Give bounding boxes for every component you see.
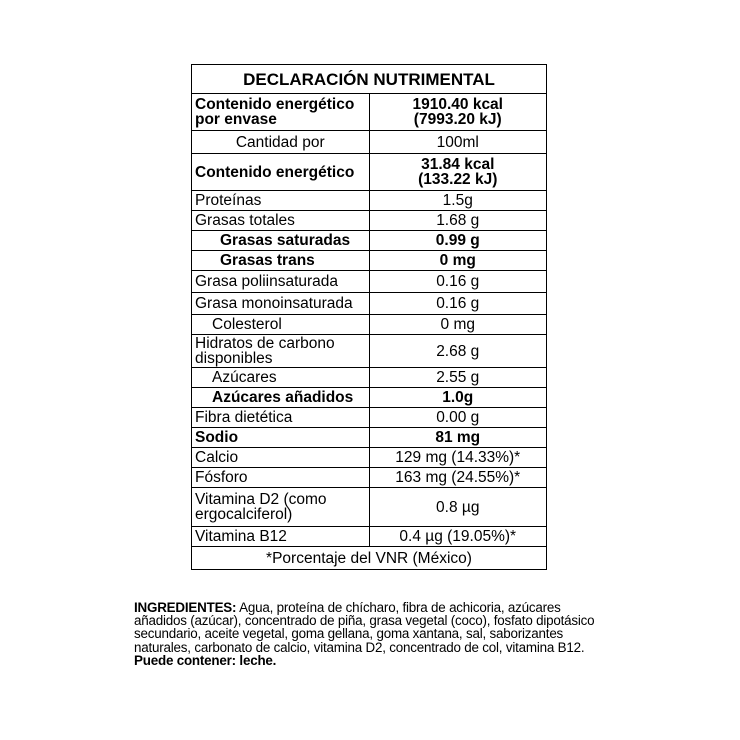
table-row [192, 231, 547, 251]
table-row [192, 293, 547, 315]
table-row [192, 388, 547, 408]
row-label: Grasa poliinsaturada [192, 271, 370, 293]
table-row [192, 154, 547, 191]
table-row [192, 428, 547, 448]
row-label: Fósforo [192, 468, 370, 488]
table-row [192, 131, 547, 154]
nutrition-panel [191, 64, 547, 570]
row-label: Grasas totales [192, 211, 370, 231]
row-label: Hidratos de carbono disponibles [192, 335, 370, 368]
row-value: 0 mg [369, 251, 547, 271]
nutrition-table [191, 64, 547, 570]
energy-per-package-label: Contenido energético por envase [192, 94, 370, 131]
table-title-row [192, 65, 547, 94]
row-value: 1.0g [369, 388, 547, 408]
table-row [192, 408, 547, 428]
energy-kcal: 31.84 kcal [421, 156, 495, 173]
table-row [192, 315, 547, 335]
table-row [192, 251, 547, 271]
row-value: 2.55 g [369, 368, 547, 388]
table-row [192, 191, 547, 211]
ingredients-block [134, 601, 614, 667]
row-value: 163 mg (24.55%)* [369, 468, 547, 488]
row-value: 0.16 g [369, 271, 547, 293]
row-label: Grasas saturadas [192, 231, 370, 251]
footnote: *Porcentaje del VNR (México) [192, 547, 547, 570]
table-title: DECLARACIÓN NUTRIMENTAL [192, 65, 547, 94]
row-value: 0.99 g [369, 231, 547, 251]
row-value: 81 mg [369, 428, 547, 448]
row-label: Fibra dietética [192, 408, 370, 428]
row-label: Colesterol [192, 315, 370, 335]
energy-label: Contenido energético [192, 154, 370, 191]
energy-per-package-kcal: 1910.40 kcal [412, 96, 503, 113]
row-value: 1.68 g [369, 211, 547, 231]
row-value: 129 mg (14.33%)* [369, 448, 547, 468]
row-label: Calcio [192, 448, 370, 468]
row-value: 0.4 µg (19.05%)* [369, 527, 547, 547]
table-row [192, 488, 547, 527]
row-value: 0.8 µg [369, 488, 547, 527]
table-row [192, 527, 547, 547]
row-value: 0 mg [369, 315, 547, 335]
row-label: Azúcares añadidos [192, 388, 370, 408]
ingredients-text: Agua, proteína de chícharo, fibra de achicoria, azúcares añadidos (azúcar), concentrado de piña, grasa vegetal (coco), fosfato dipotásico secundario, aceite vegetal, goma gellana, goma xantana, sal, saborizantes naturales, carbonato de calcio, vitamina D2, concentrado de col, vitamina B12. [134, 600, 595, 655]
table-row [192, 468, 547, 488]
row-value: 0.00 g [369, 408, 547, 428]
table-row [192, 448, 547, 468]
energy-per-package-kj: (7993.20 kJ) [413, 111, 502, 128]
row-label: Grasas trans [192, 251, 370, 271]
serving-value: 100ml [369, 131, 547, 154]
table-row [192, 94, 547, 131]
table-row [192, 368, 547, 388]
energy-value [369, 154, 547, 191]
energy-per-package-value [369, 94, 547, 131]
row-value: 2.68 g [369, 335, 547, 368]
row-label: Proteínas [192, 191, 370, 211]
row-value: 1.5g [369, 191, 547, 211]
table-row [192, 211, 547, 231]
energy-kj: (133.22 kJ) [418, 171, 498, 188]
row-label: Grasa monoinsaturada [192, 293, 370, 315]
ingredients-label: INGREDIENTES: [134, 600, 237, 615]
row-label: Azúcares [192, 368, 370, 388]
table-row [192, 547, 547, 570]
row-label: Vitamina D2 (como ergocalciferol) [192, 488, 370, 527]
row-label: Sodio [192, 428, 370, 448]
table-row [192, 335, 547, 368]
row-label: Vitamina B12 [192, 527, 370, 547]
table-row [192, 271, 547, 293]
row-value: 0.16 g [369, 293, 547, 315]
allergen-statement: Puede contener: leche. [134, 652, 277, 668]
serving-label: Cantidad por [192, 131, 370, 154]
